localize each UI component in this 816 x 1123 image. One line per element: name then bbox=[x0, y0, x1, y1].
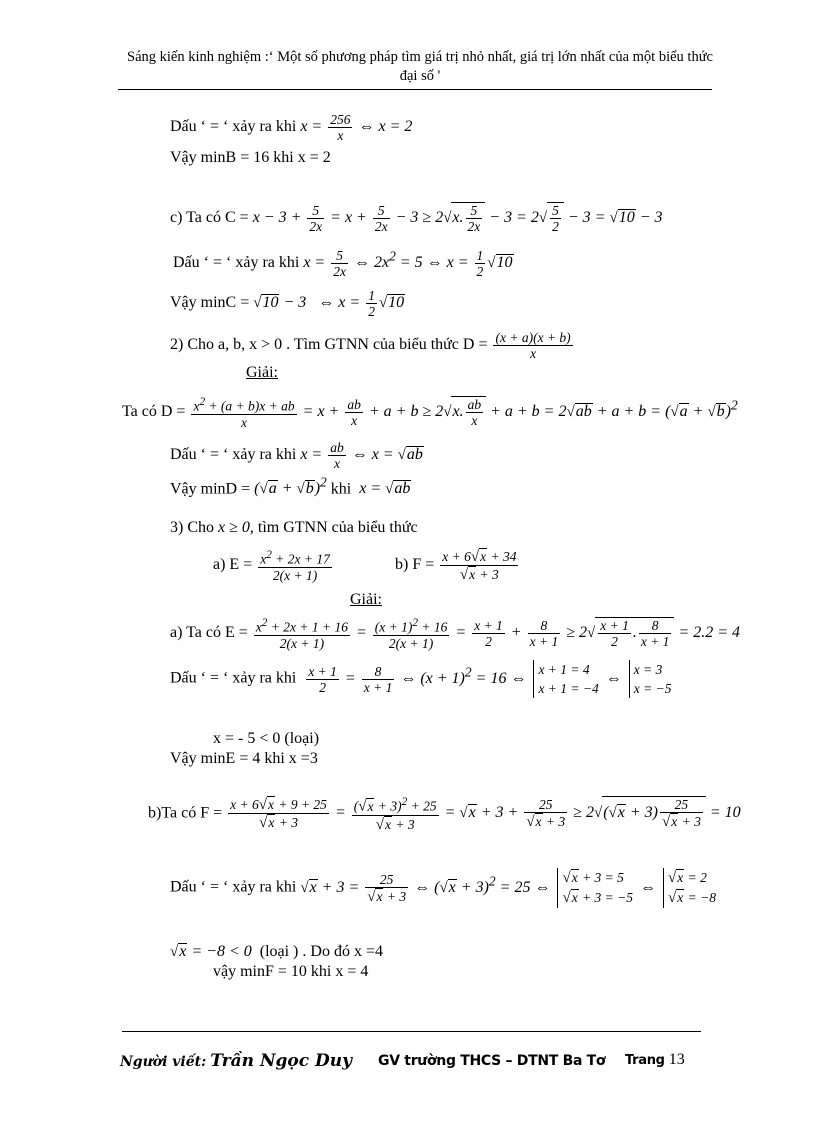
text: Dấu ‘ = ‘ xảy ra khi bbox=[170, 878, 297, 896]
author-name: Trần Ngọc Duy bbox=[210, 1051, 352, 1071]
formula: $\frac{x + 1}{2}$ = $\frac{8}{x + 1}$ ⇔ $(x + 1)^2 = 16$ ⇔ x + 1 = 4 x + 1 = −4 ⇔ x = 3 x = −5 bbox=[308, 662, 672, 696]
d-equality-condition bbox=[170, 440, 424, 471]
text: b)Ta có F = bbox=[148, 804, 223, 822]
f-rejected-root bbox=[170, 943, 383, 961]
e-min-result: Vậy minE = 4 khi x =3 bbox=[170, 750, 318, 767]
text: Dấu ‘ = ‘ xảy ra khi bbox=[170, 118, 297, 136]
footer-school: GV trường THCS – DTNT Ba Tơ bbox=[378, 1053, 606, 1069]
e-rejected-root: x = - 5 < 0 (loại) bbox=[213, 730, 320, 747]
c-derivation bbox=[170, 202, 662, 234]
text: 3) Cho bbox=[170, 519, 214, 536]
formula: $\frac{x + 6√x + 34}{√x + 3}$ bbox=[442, 549, 517, 583]
text: a) E = bbox=[213, 555, 253, 573]
text: Vậy minC = bbox=[170, 294, 250, 312]
solution-heading-2: Giải: bbox=[350, 591, 382, 608]
c-equality-condition bbox=[173, 248, 514, 279]
e-derivation bbox=[170, 616, 740, 651]
formula: √10 − 3 ⇔ x = $\frac{1}{2}$ √10 bbox=[253, 288, 405, 319]
formula: x = $\frac{ab}{x}$ ⇔ x = √ab bbox=[300, 440, 423, 471]
text: Ta có D = bbox=[122, 402, 186, 420]
f-derivation bbox=[148, 795, 741, 833]
page-number: 13 bbox=[668, 1051, 685, 1068]
f-min-result: vậy minF = 10 khi x = 4 bbox=[213, 963, 369, 980]
problem-3 bbox=[170, 519, 418, 537]
formula: x = $\frac{5}{2x}$ ⇔ $2x^2 = 5$ ⇔ x = $\frac{1}{2}$ √10 bbox=[303, 248, 513, 279]
d-min-result bbox=[170, 475, 411, 498]
text: Vậy minD = bbox=[170, 480, 251, 498]
formula: x ≥ 0 bbox=[218, 519, 250, 536]
e-equality-condition bbox=[170, 660, 674, 698]
formula: x = √ab bbox=[355, 480, 411, 498]
author-prefix: Người viết: bbox=[120, 1054, 207, 1070]
formula: $\frac{x^2 + 2x + 1 + 16}{2(x + 1)}$ = $\frac{(x + 1)^2 + 16}{2(x + 1)}$ = $\frac{x + 1}{2}$ + $\frac{8}{x + 1}$ ≥ 2√ $\frac{x + 1}{2}$ . $\frac{8}{x + 1}$ = 2.2 = 4 bbox=[255, 617, 741, 651]
f-equality-condition bbox=[170, 868, 719, 908]
text: khi bbox=[330, 480, 352, 498]
formula: x − 3 + $\frac{5}{2x}$ = x + $\frac{5}{2x}$ − 3 ≥ 2√x. $\frac{5}{2x}$ − 3 = 2√ $\frac{5}{2}$ − 3 = √10 − 3 bbox=[252, 203, 663, 234]
footer-page bbox=[625, 1051, 685, 1069]
page-header: Sáng kiến kinh nghiệm :‘ Một số phương pháp tìm giá trị nhỏ nhất, giá trị lớn nhất của một biểu thức đại số ' bbox=[127, 49, 713, 84]
problem-2 bbox=[170, 330, 575, 361]
formula: $\frac{x + 6√x + 9 + 25}{√x + 3}$ = $\frac{(√x + 3)^2 + 25}{√x + 3}$ = √x + 3 + $\frac{25}{√x + 3}$ ≥ 2√(√x + 3) $\frac{25}{√x + 3}$ = 10 bbox=[230, 796, 741, 833]
text: c) Ta có C = bbox=[170, 209, 249, 227]
problem-3-f bbox=[395, 548, 520, 583]
formula: x = $\frac{256}{x}$ ⇔ x = 2 bbox=[300, 112, 413, 143]
formula: $\frac{x^2 + 2x + 17}{2(x + 1)}$ bbox=[260, 549, 330, 583]
text: Dấu ‘ = ‘ xảy ra khi bbox=[170, 446, 297, 464]
footer-author bbox=[120, 1051, 352, 1071]
text: Dấu ‘ = ‘ xảy ra khi bbox=[170, 669, 297, 687]
text: 2) Cho a, b, x > 0 . Tìm GTNN của biểu thức D = bbox=[170, 336, 488, 354]
problem-3-e bbox=[213, 548, 334, 583]
d-derivation bbox=[122, 395, 738, 430]
formula: $\frac{(x + a)(x + b)}{x}$ bbox=[495, 330, 571, 361]
text: (loại ) . Do đó x =4 bbox=[259, 943, 383, 960]
text: b) F = bbox=[395, 556, 435, 574]
text: a) Ta có E = bbox=[170, 623, 248, 641]
page-label: Trang bbox=[625, 1053, 665, 1068]
formula: $\frac{x^2 + (a + b)x + ab}{x}$ = x + $\frac{ab}{x}$ + a + b ≥ 2√x. $\frac{ab}{x}$ + $a + b = 2√ab + a + b = (√a + √b)^2$ bbox=[193, 396, 738, 430]
text: , tìm GTNN của biểu thức bbox=[249, 519, 418, 536]
equality-condition-b bbox=[170, 112, 412, 143]
formula: $(√a + √b)^2$ bbox=[254, 475, 327, 498]
min-b-result: Vậy minB = 16 khi x = 2 bbox=[170, 149, 331, 166]
solution-heading-1: Giải: bbox=[246, 364, 278, 381]
text: Dấu ‘ = ‘ xảy ra khi bbox=[173, 254, 300, 272]
c-min-result bbox=[170, 288, 405, 319]
footer-rule bbox=[122, 1031, 701, 1032]
formula: √x + 3 = $\frac{25}{√x + 3}$ ⇔ $(√x + 3)^2 = 25$ ⇔ √x + 3 = 5 √x + 3 = −5 ⇔ √x = 2 √x = −8 bbox=[300, 870, 716, 906]
formula: √x = −8 < 0 bbox=[170, 943, 260, 960]
header-rule bbox=[118, 89, 712, 90]
